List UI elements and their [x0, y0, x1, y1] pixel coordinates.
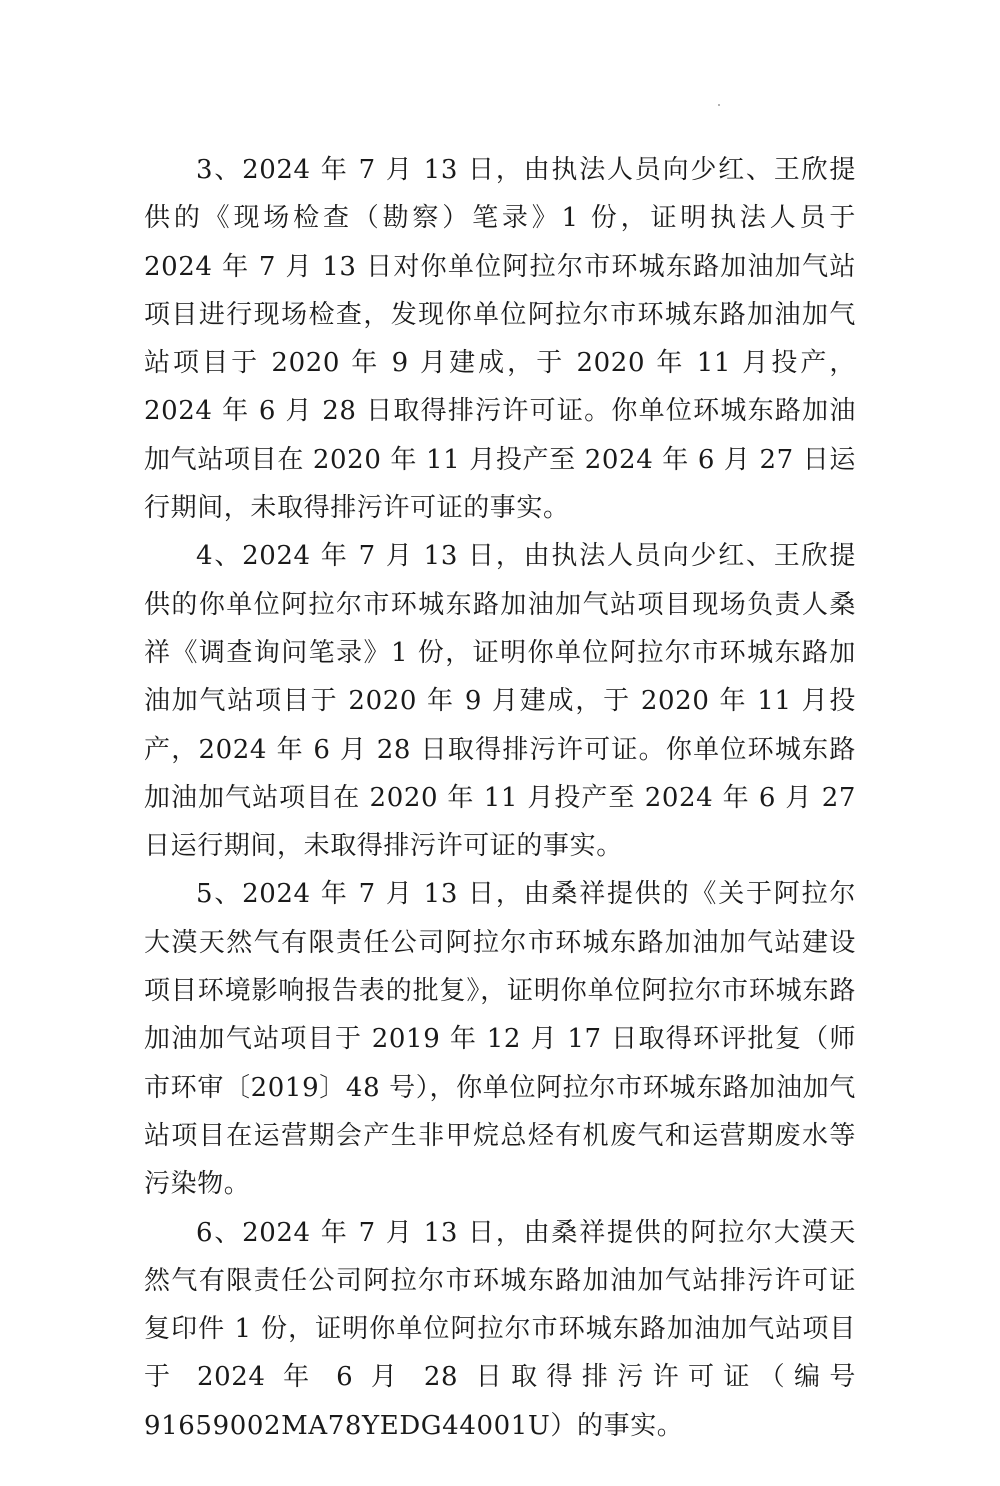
paragraph-item-4: 4、2024 年 7 月 13 日，由执法人员向少红、王欣提供的你单位阿拉尔市环城东路加油加气站项目现场负责人桑祥《调查询问笔录》1 份，证明你单位阿拉尔市环城东路加油加气站项目于 2020 年 9 月建成，于 2020 年 11 月投产，2024 年 6 月 28 日取得排污许可证。你单位环城东路加油加气站项目在 2020 年 11 月投产至 2024 年 6 月 27 日运行期间，未取得排污许可证的事实。	[144, 541, 856, 862]
paragraph-item-6: 6、2024 年 7 月 13 日，由桑祥提供的阿拉尔大漠天然气有限责任公司阿拉尔市环城东路加油加气站排污许可证复印件 1 份，证明你单位阿拉尔市环城东路加油加气站项目于 2024 年 6 月 28 日取得排污许可证（编号 91659002MA78YEDG44001U）的事实。	[144, 1217, 856, 1441]
paragraph-item-3: 3、2024 年 7 月 13 日，由执法人员向少红、王欣提供的《现场检查（勘察）笔录》1 份，证明执法人员于 2024 年 7 月 13 日对你单位阿拉尔市环城东路加油加气站项目进行现场检查，发现你单位阿拉尔市环城东路加油加气站项目于 2020 年 9 月建成，于 2020 年 11 月投产，2024 年 6 月 28 日取得排污许可证。你单位环城东路加油加气站项目在 2020 年 11 月投产至 2024 年 6 月 27 日运行期间，未取得排污许可证的事实。	[144, 155, 856, 524]
scan-speck	[718, 104, 720, 106]
document-body	[144, 146, 856, 1450]
paragraph-item-5: 5、2024 年 7 月 13 日，由桑祥提供的《关于阿拉尔大漠天然气有限责任公司阿拉尔市环城东路加油加气站建设项目环境影响报告表的批复》，证明你单位阿拉尔市环城东路加油加气站项目于 2019 年 12 月 17 日取得环评批复（师市环审〔2019〕48 号），你单位阿拉尔市环城东路加油加气站项目在运营期会产生非甲烷总烃有机废气和运营期废水等污染物。	[144, 879, 856, 1200]
